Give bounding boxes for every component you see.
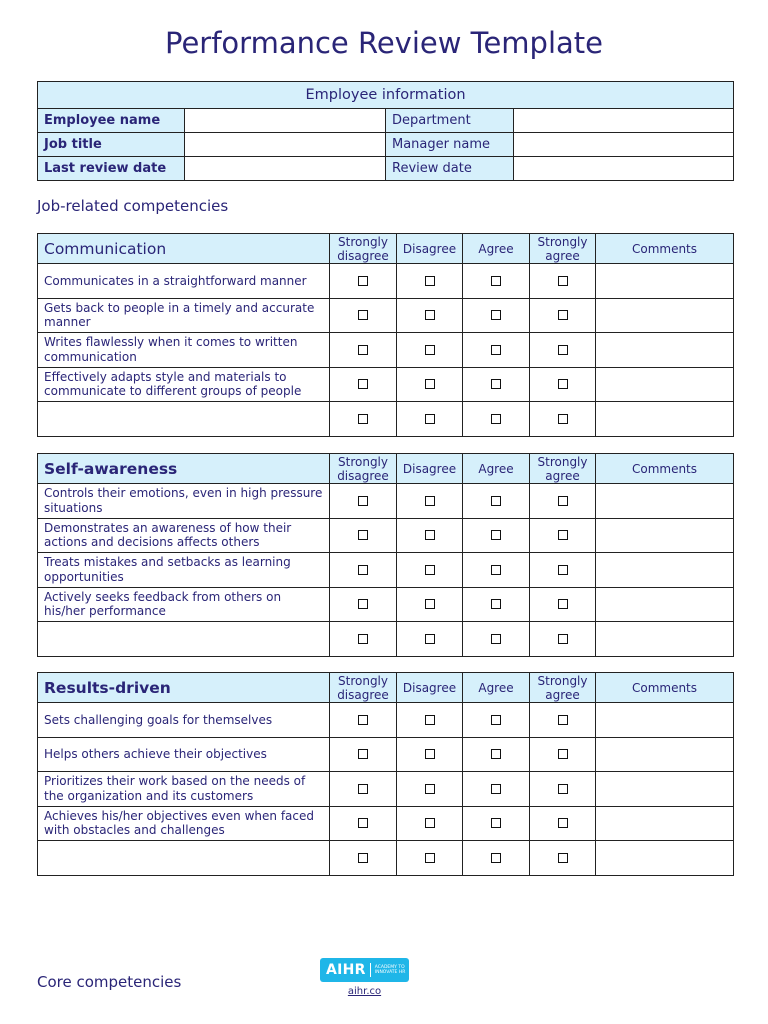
rating-cell [463,737,530,772]
employee-info-header: Employee information [38,82,734,109]
logo-brand: AIHR [326,962,366,978]
rating-cell [397,484,463,519]
section-title: Self-awareness [38,454,330,484]
rating-cell [330,737,397,772]
rating-cell [530,622,596,657]
column-header-agree: Agree [463,454,530,484]
checkbox-agree[interactable] [491,634,501,644]
rating-cell [463,806,530,841]
employee-info-row [38,109,734,133]
table-row [38,298,734,333]
column-header-strongly-disagree: Strongly disagree [330,454,397,484]
rating-cell [330,622,397,657]
rating-cell [330,298,397,333]
review-date-field[interactable] [514,157,734,181]
competency-statement: Gets back to people in a timely and accurate manner [38,298,330,333]
checkbox-strongly-disagree[interactable] [358,414,368,424]
checkbox-strongly-disagree[interactable] [358,276,368,286]
rating-cell [463,587,530,622]
competency-statement [38,622,330,657]
column-header-comments: Comments [596,454,734,484]
competency-statement: Treats mistakes and setbacks as learning opportunities [38,553,330,588]
employee-info-row [38,157,734,181]
table-row [38,737,734,772]
table-row [38,484,734,519]
comments-field[interactable] [596,703,734,738]
rating-cell [463,367,530,402]
checkbox-disagree[interactable] [425,530,435,540]
column-header-disagree: Disagree [397,673,463,703]
checkbox-agree[interactable] [491,310,501,320]
competency-statement: Actively seeks feedback from others on his/her performance [38,587,330,622]
rating-cell [397,703,463,738]
core-competencies-label: Core competencies [37,973,182,991]
checkbox-strongly-agree[interactable] [558,565,568,575]
rating-cell [530,298,596,333]
competency-statement: Demonstrates an awareness of how their actions and decisions affects others [38,518,330,553]
rating-cell [463,264,530,299]
checkbox-strongly-disagree[interactable] [358,634,368,644]
rating-cell [330,264,397,299]
rating-cell [463,298,530,333]
competency-statement: Effectively adapts style and materials to communicate to different groups of people [38,367,330,402]
table-row [38,806,734,841]
rating-cell [397,772,463,807]
rating-cell [330,587,397,622]
table-row [38,518,734,553]
aihr-link[interactable]: aihr.co [347,986,382,997]
checkbox-agree[interactable] [491,414,501,424]
competency-statement: Writes flawlessly when it comes to written communication [38,333,330,368]
rating-cell [463,841,530,876]
checkbox-strongly-agree[interactable] [558,818,568,828]
manager-name-label: Manager name [386,133,514,157]
checkbox-strongly-agree[interactable] [558,379,568,389]
rating-cell [397,806,463,841]
checkbox-agree[interactable] [491,715,501,725]
job-related-competencies-label: Job-related competencies [37,197,229,215]
section-header-row [38,234,734,264]
checkbox-disagree[interactable] [425,496,435,506]
rating-cell [463,484,530,519]
rating-cell [463,402,530,437]
rating-cell [330,772,397,807]
employee-info-table [37,81,734,181]
rating-cell [330,333,397,368]
column-header-strongly-agree: Strongly agree [530,454,596,484]
column-header-disagree: Disagree [397,454,463,484]
checkbox-agree[interactable] [491,565,501,575]
checkbox-strongly-agree[interactable] [558,310,568,320]
checkbox-disagree[interactable] [425,565,435,575]
comments-field[interactable] [596,841,734,876]
comments-field[interactable] [596,622,734,657]
last-review-date-field[interactable] [185,157,386,181]
table-row [38,587,734,622]
checkbox-disagree[interactable] [425,379,435,389]
checkbox-strongly-disagree[interactable] [358,310,368,320]
rating-cell [530,737,596,772]
checkbox-strongly-disagree[interactable] [358,530,368,540]
column-header-strongly-agree: Strongly agree [530,673,596,703]
comments-field[interactable] [596,367,734,402]
rating-cell [463,333,530,368]
rating-cell [330,841,397,876]
checkbox-strongly-disagree[interactable] [358,715,368,725]
checkbox-strongly-agree[interactable] [558,345,568,355]
comments-field[interactable] [596,553,734,588]
checkbox-disagree[interactable] [425,599,435,609]
communication-table [37,233,734,437]
rating-cell [330,518,397,553]
column-header-comments: Comments [596,673,734,703]
checkbox-agree[interactable] [491,276,501,286]
competency-statement: Sets challenging goals for themselves [38,703,330,738]
comments-field[interactable] [596,518,734,553]
rating-cell [397,553,463,588]
comments-field[interactable] [596,587,734,622]
section-header-row [38,454,734,484]
checkbox-strongly-disagree[interactable] [358,784,368,794]
checkbox-agree[interactable] [491,853,501,863]
rating-cell [397,587,463,622]
rating-cell [530,703,596,738]
table-row [38,264,734,299]
checkbox-strongly-agree[interactable] [558,853,568,863]
rating-cell [330,402,397,437]
rating-cell [463,518,530,553]
checkbox-agree[interactable] [491,345,501,355]
checkbox-disagree[interactable] [425,345,435,355]
column-header-strongly-disagree: Strongly disagree [330,234,397,264]
checkbox-strongly-agree[interactable] [558,715,568,725]
comments-field[interactable] [596,806,734,841]
rating-cell [397,622,463,657]
rating-cell [530,367,596,402]
rating-cell [530,806,596,841]
rating-cell [463,622,530,657]
checkbox-strongly-agree[interactable] [558,749,568,759]
checkbox-strongly-disagree[interactable] [358,818,368,828]
checkbox-strongly-disagree[interactable] [358,496,368,506]
checkbox-strongly-agree[interactable] [558,530,568,540]
section-title: Results-driven [38,673,330,703]
checkbox-strongly-agree[interactable] [558,784,568,794]
rating-cell [530,841,596,876]
rating-cell [463,553,530,588]
page-title: Performance Review Template [164,26,603,60]
rating-cell [330,806,397,841]
employee-name-field[interactable] [185,109,386,133]
checkbox-disagree[interactable] [425,749,435,759]
logo-divider [370,963,371,977]
checkbox-disagree[interactable] [425,784,435,794]
checkbox-disagree[interactable] [425,276,435,286]
rating-cell [397,841,463,876]
rating-cell [530,587,596,622]
rating-cell [330,484,397,519]
self-awareness-table [37,453,734,657]
logo-tagline: ACADEMY TO INNOVATE HR [374,965,406,975]
checkbox-strongly-disagree[interactable] [358,345,368,355]
rating-cell [463,772,530,807]
checkbox-disagree[interactable] [425,414,435,424]
rating-cell [397,367,463,402]
checkbox-strongly-agree[interactable] [558,414,568,424]
checkbox-agree[interactable] [491,818,501,828]
table-row [38,402,734,437]
comments-field[interactable] [596,772,734,807]
rating-cell [530,553,596,588]
table-row [38,553,734,588]
checkbox-strongly-disagree[interactable] [358,379,368,389]
job-title-label: Job title [38,133,185,157]
checkbox-strongly-disagree[interactable] [358,599,368,609]
rating-cell [397,264,463,299]
checkbox-agree[interactable] [491,530,501,540]
comments-field[interactable] [596,298,734,333]
comments-field[interactable] [596,402,734,437]
table-row [38,703,734,738]
comments-field[interactable] [596,333,734,368]
manager-name-field[interactable] [514,133,734,157]
checkbox-agree[interactable] [491,599,501,609]
column-header-disagree: Disagree [397,234,463,264]
table-row [38,841,734,876]
checkbox-disagree[interactable] [425,853,435,863]
rating-cell [397,333,463,368]
competency-statement: Achieves his/her objectives even when faced with obstacles and challenges [38,806,330,841]
rating-cell [530,518,596,553]
column-header-strongly-disagree: Strongly disagree [330,673,397,703]
checkbox-agree[interactable] [491,379,501,389]
competency-statement: Prioritizes their work based on the needs of the organization and its customers [38,772,330,807]
checkbox-strongly-agree[interactable] [558,276,568,286]
aihr-logo[interactable] [320,958,409,982]
table-row [38,622,734,657]
checkbox-disagree[interactable] [425,818,435,828]
rating-cell [330,703,397,738]
comments-field[interactable] [596,264,734,299]
checkbox-strongly-agree[interactable] [558,496,568,506]
comments-field[interactable] [596,737,734,772]
checkbox-disagree[interactable] [425,634,435,644]
competency-statement [38,402,330,437]
section-header-row [38,673,734,703]
table-row [38,772,734,807]
rating-cell [330,553,397,588]
rating-cell [330,367,397,402]
results-driven-table [37,672,734,876]
job-title-field[interactable] [185,133,386,157]
rating-cell [397,737,463,772]
checkbox-strongly-disagree[interactable] [358,749,368,759]
checkbox-strongly-agree[interactable] [558,599,568,609]
column-header-comments: Comments [596,234,734,264]
rating-cell [530,264,596,299]
rating-cell [530,484,596,519]
section-title: Communication [38,234,330,264]
rating-cell [530,402,596,437]
checkbox-agree[interactable] [491,749,501,759]
competency-statement: Communicates in a straightforward manner [38,264,330,299]
employee-name-label: Employee name [38,109,185,133]
comments-field[interactable] [596,484,734,519]
last-review-date-label: Last review date [38,157,185,181]
checkbox-agree[interactable] [491,784,501,794]
rating-cell [397,402,463,437]
column-header-strongly-agree: Strongly agree [530,234,596,264]
checkbox-disagree[interactable] [425,715,435,725]
rating-cell [397,298,463,333]
competency-statement: Controls their emotions, even in high pressure situations [38,484,330,519]
department-label: Department [386,109,514,133]
rating-cell [463,703,530,738]
rating-cell [530,333,596,368]
column-header-agree: Agree [463,673,530,703]
rating-cell [397,518,463,553]
competency-statement: Helps others achieve their objectives [38,737,330,772]
checkbox-disagree[interactable] [425,310,435,320]
checkbox-strongly-disagree[interactable] [358,565,368,575]
employee-info-row [38,133,734,157]
review-date-label: Review date [386,157,514,181]
checkbox-agree[interactable] [491,496,501,506]
checkbox-strongly-disagree[interactable] [358,853,368,863]
checkbox-strongly-agree[interactable] [558,634,568,644]
table-row [38,333,734,368]
table-row [38,367,734,402]
competency-statement [38,841,330,876]
column-header-agree: Agree [463,234,530,264]
rating-cell [530,772,596,807]
department-field[interactable] [514,109,734,133]
